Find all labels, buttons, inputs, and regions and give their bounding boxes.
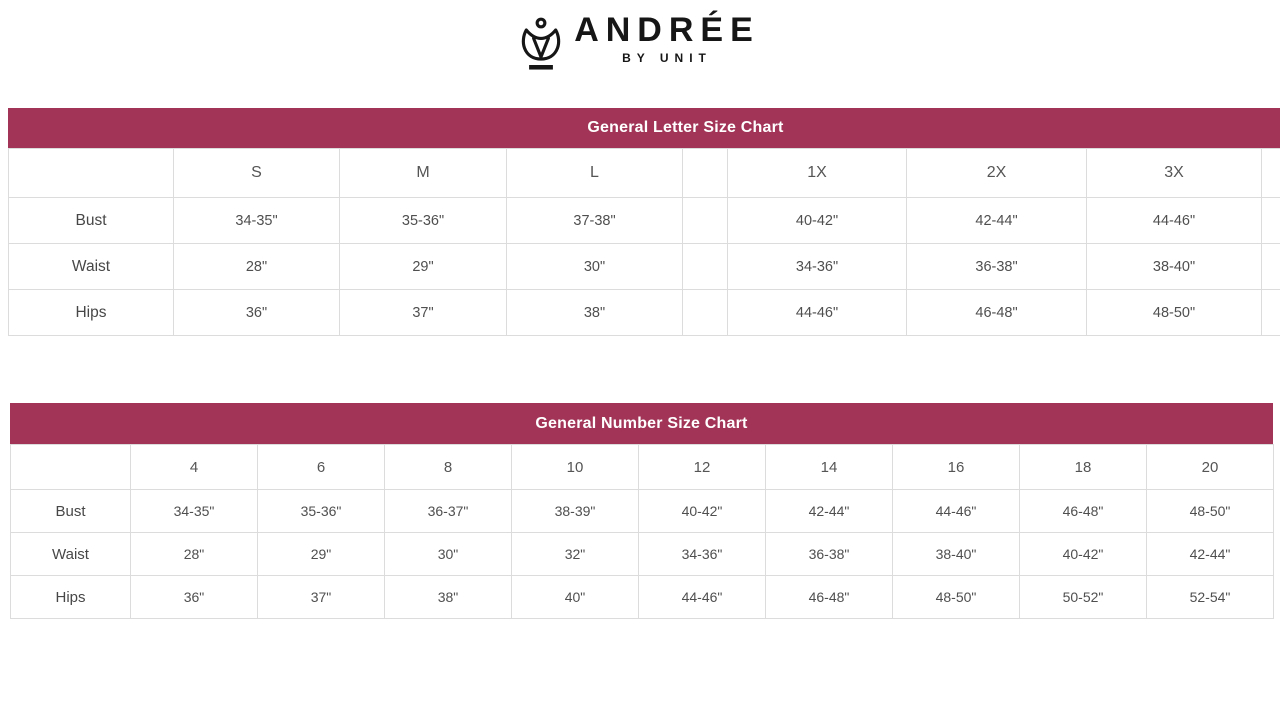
- size-cell: 40-42": [728, 198, 907, 244]
- number-size-table: [10, 444, 1274, 619]
- size-column-header: 14: [766, 445, 893, 490]
- size-cell: 46-48": [766, 576, 893, 619]
- table-row: [11, 490, 1274, 533]
- table-row: [9, 198, 1280, 244]
- measurement-label: Bust: [11, 490, 131, 533]
- size-cell: 34-35": [174, 198, 340, 244]
- number-chart-title: General Number Size Chart: [10, 403, 1273, 444]
- size-cell: 34-36": [728, 244, 907, 290]
- spacer-cell: [683, 198, 728, 244]
- size-cell: 44-46": [1087, 198, 1262, 244]
- table-row: [11, 533, 1274, 576]
- measurement-label: Waist: [9, 244, 174, 290]
- size-cell: 30": [507, 244, 683, 290]
- size-column-header: L: [507, 149, 683, 198]
- size-cell: 48-50": [1087, 290, 1262, 336]
- size-column-header: 10: [512, 445, 639, 490]
- size-cell: 29": [340, 244, 507, 290]
- size-column-header: S: [174, 149, 340, 198]
- table-row: [9, 290, 1280, 336]
- table-row: [9, 244, 1280, 290]
- size-column-header: [1262, 149, 1280, 198]
- size-cell: 36-38": [907, 244, 1087, 290]
- size-column-header: 18: [1020, 445, 1147, 490]
- size-cell: 38-39": [512, 490, 639, 533]
- size-column-header: 20: [1147, 445, 1274, 490]
- brand-text: [574, 12, 760, 65]
- corner-cell: [9, 149, 174, 198]
- size-column-header: 1X: [728, 149, 907, 198]
- size-column-header: 2X: [907, 149, 1087, 198]
- size-cell: 37-38": [507, 198, 683, 244]
- size-cell: 46-48": [907, 290, 1087, 336]
- size-column-header: 3X: [1087, 149, 1262, 198]
- size-cell: 36": [174, 290, 340, 336]
- size-cell: 36-37": [385, 490, 512, 533]
- size-cell: 28": [174, 244, 340, 290]
- size-cell: 38": [507, 290, 683, 336]
- size-cell: 34-36": [639, 533, 766, 576]
- brand-tagline: BY UNIT: [622, 51, 712, 66]
- size-column-header: M: [340, 149, 507, 198]
- size-cell: 38-40": [1087, 244, 1262, 290]
- measurement-label: Hips: [9, 290, 174, 336]
- size-cell: 42-44": [766, 490, 893, 533]
- size-cell: [1262, 290, 1280, 336]
- size-cell: 40-42": [1020, 533, 1147, 576]
- size-cell: 52-54": [1147, 576, 1274, 619]
- size-cell: 40": [512, 576, 639, 619]
- size-cell: 37": [258, 576, 385, 619]
- size-cell: 35-36": [258, 490, 385, 533]
- size-column-header: 16: [893, 445, 1020, 490]
- size-cell: [1262, 244, 1280, 290]
- size-cell: 30": [385, 533, 512, 576]
- letter-size-chart: [8, 108, 1280, 336]
- size-cell: 28": [131, 533, 258, 576]
- size-column-header: 12: [639, 445, 766, 490]
- size-cell: 34-35": [131, 490, 258, 533]
- letter-header-row: [9, 149, 1280, 198]
- size-cell: 48-50": [893, 576, 1020, 619]
- size-cell: 29": [258, 533, 385, 576]
- brand-name: ANDRÉE: [574, 11, 760, 49]
- size-cell: 38": [385, 576, 512, 619]
- size-cell: 44-46": [893, 490, 1020, 533]
- number-size-chart: [10, 403, 1273, 619]
- tulip-icon: [520, 16, 562, 72]
- letter-chart-title: General Letter Size Chart: [8, 108, 1280, 148]
- spacer-cell: [683, 290, 728, 336]
- size-cell: [1262, 198, 1280, 244]
- measurement-label: Bust: [9, 198, 174, 244]
- size-cell: 46-48": [1020, 490, 1147, 533]
- size-cell: 35-36": [340, 198, 507, 244]
- number-header-row: [11, 445, 1274, 490]
- size-column-header: 4: [131, 445, 258, 490]
- size-cell: 40-42": [639, 490, 766, 533]
- letter-size-table: [8, 148, 1280, 336]
- size-column-header: 8: [385, 445, 512, 490]
- size-column-header: 6: [258, 445, 385, 490]
- size-cell: 36": [131, 576, 258, 619]
- spacer-cell: [683, 244, 728, 290]
- brand-logo: [0, 12, 1280, 72]
- size-cell: 32": [512, 533, 639, 576]
- size-cell: 42-44": [907, 198, 1087, 244]
- corner-cell: [11, 445, 131, 490]
- size-cell: 44-46": [639, 576, 766, 619]
- table-row: [11, 576, 1274, 619]
- measurement-label: Hips: [11, 576, 131, 619]
- size-cell: 48-50": [1147, 490, 1274, 533]
- size-cell: 38-40": [893, 533, 1020, 576]
- size-cell: 36-38": [766, 533, 893, 576]
- size-cell: 42-44": [1147, 533, 1274, 576]
- measurement-label: Waist: [11, 533, 131, 576]
- size-cell: 37": [340, 290, 507, 336]
- size-cell: 50-52": [1020, 576, 1147, 619]
- spacer-column-header: [683, 149, 728, 198]
- size-cell: 44-46": [728, 290, 907, 336]
